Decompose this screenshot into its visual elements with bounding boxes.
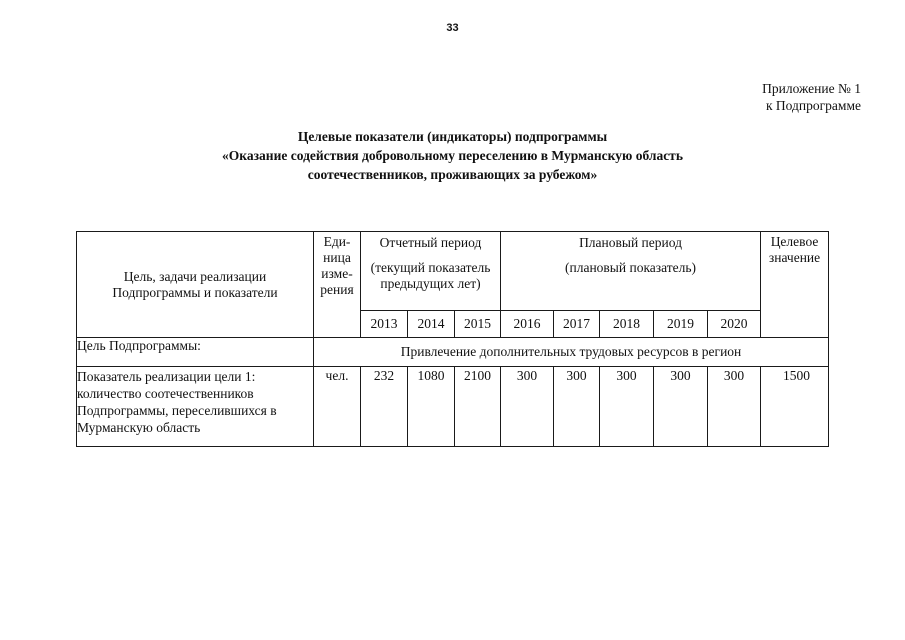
indicator-row <box>77 367 829 447</box>
year-header-cell: 2014 <box>408 311 455 338</box>
planned-period-sub: (плановый показатель) <box>565 260 697 275</box>
header-unit-cell <box>314 232 361 338</box>
title-line-2: «Оказание содействия добровольному переселению в Мурманскую область <box>222 148 683 163</box>
indicator-value-cell: 232 <box>361 367 408 447</box>
indicator-value-cell: 1080 <box>408 367 455 447</box>
year-header-cell: 2016 <box>501 311 554 338</box>
year-header-cell: 2020 <box>708 311 761 338</box>
indicator-value-cell: 300 <box>554 367 600 447</box>
indicator-value-cell: 2100 <box>455 367 501 447</box>
header-target-line-1: Целевое <box>770 234 819 249</box>
goal-label-cell: Цель Подпрограммы: <box>77 338 314 367</box>
indicator-line-1: Показатель реализации цели 1: <box>77 369 256 384</box>
header-unit-line-3: изме- <box>321 266 353 281</box>
header-goal-line-2: Подпрограммы и показатели <box>112 284 278 300</box>
indicator-target-cell: 1500 <box>761 367 829 447</box>
header-unit-line-2: ница <box>323 250 351 265</box>
year-header-cell: 2015 <box>455 311 501 338</box>
indicators-table <box>76 231 829 447</box>
header-unit-line-4: рения <box>320 282 354 297</box>
indicator-value-cell: 300 <box>708 367 761 447</box>
planned-period-title: Плановый период <box>579 235 682 250</box>
document-title <box>100 127 805 184</box>
appendix-line-1: Приложение № 1 <box>762 81 861 96</box>
title-line-3: соотечественников, проживающих за рубежом» <box>307 167 598 182</box>
title-line-1: Целевые показатели (индикаторы) подпрограммы <box>297 129 608 144</box>
goal-value-cell: Привлечение дополнительных трудовых ресурсов в регион <box>314 338 829 367</box>
indicator-value-cell: 300 <box>654 367 708 447</box>
header-planned-period <box>501 232 761 311</box>
reporting-period-sub-1: (текущий показатель <box>370 260 491 275</box>
appendix-line-2: к Подпрограмме <box>766 98 861 113</box>
year-header-cell: 2013 <box>361 311 408 338</box>
page-number: 33 <box>446 22 459 34</box>
year-header-cell: 2019 <box>654 311 708 338</box>
indicator-line-3: Подпрограммы, переселившихся в <box>77 403 277 418</box>
header-unit-line-1: Еди- <box>323 234 351 249</box>
header-target-line-2: значение <box>768 250 821 265</box>
indicator-value-cell: 300 <box>600 367 654 447</box>
indicator-description-cell <box>77 367 314 447</box>
reporting-period-sub-2: предыдущих лет) <box>380 276 481 291</box>
indicator-line-4: Мурманскую область <box>77 420 201 435</box>
year-header-cell: 2017 <box>554 311 600 338</box>
reporting-period-title: Отчетный период <box>379 235 482 250</box>
header-goal-line-1: Цель, задачи реализации <box>123 268 267 284</box>
appendix-label <box>749 80 861 114</box>
indicator-line-2: количество соотечественников <box>77 386 254 401</box>
header-reporting-period <box>361 232 501 311</box>
indicator-value-cell: 300 <box>501 367 554 447</box>
year-header-cell: 2018 <box>600 311 654 338</box>
header-target-cell <box>761 232 829 338</box>
indicator-unit-cell: чел. <box>314 367 361 447</box>
header-goal-cell <box>77 232 314 338</box>
